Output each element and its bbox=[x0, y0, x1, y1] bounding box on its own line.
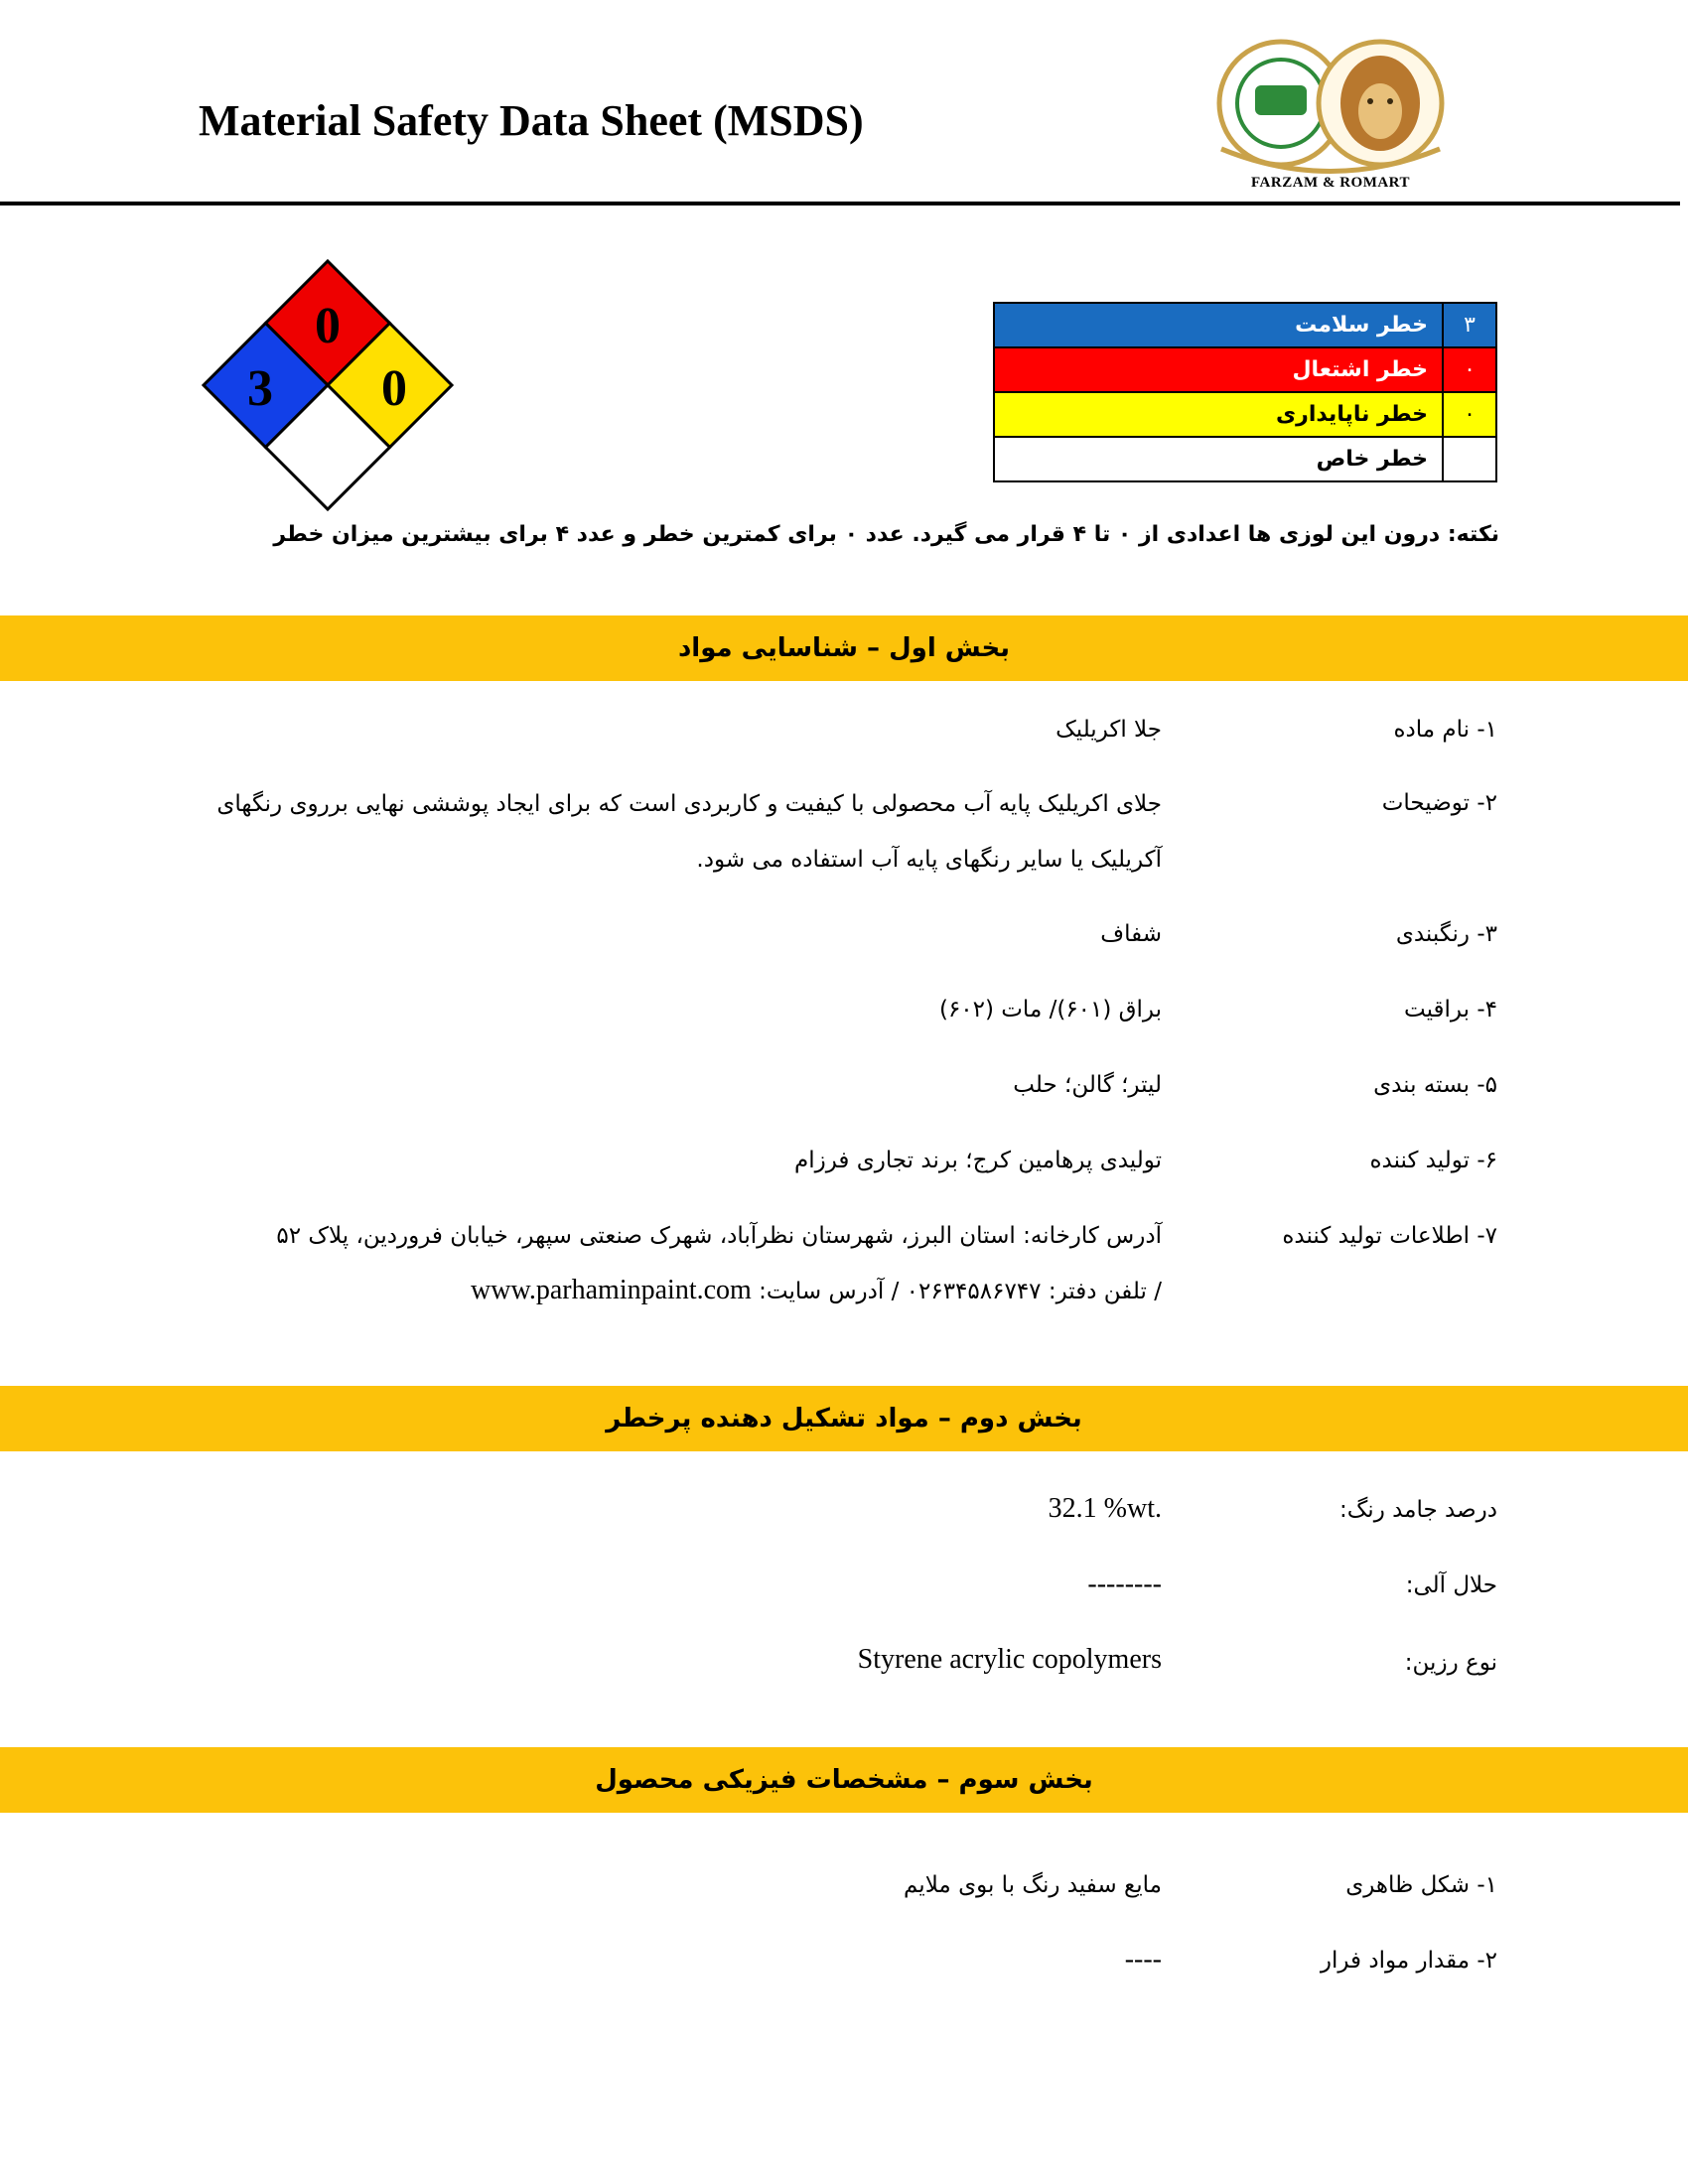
hazard-row-instability bbox=[994, 392, 1496, 437]
field-label: ۷- اطلاعات تولید کننده bbox=[1282, 1223, 1497, 1249]
field-value: مایع سفید رنگ با بوی ملایم bbox=[904, 1872, 1162, 1898]
nfpa-hazard-diamond bbox=[199, 256, 457, 514]
section-3-title: بخش سوم – مشخصات فیزیکی محصول bbox=[595, 1765, 1093, 1795]
field-value: جلا اکریلیک bbox=[1055, 717, 1162, 743]
field-label: ۲- توضیحات bbox=[1381, 790, 1497, 816]
field-value: -------- bbox=[1087, 1569, 1162, 1599]
field-label: درصد جامد رنگ: bbox=[1338, 1497, 1497, 1523]
hazard-value: ۰ bbox=[1443, 347, 1496, 392]
logo-caption: FARZAM & ROMART bbox=[1250, 175, 1410, 191]
field-label: ۳- رنگبندی bbox=[1395, 921, 1497, 947]
section-3-header bbox=[0, 1747, 1688, 1813]
field-label: حلال آلی: bbox=[1405, 1572, 1497, 1598]
field-value: 32.1 %wt. bbox=[1048, 1493, 1162, 1524]
field-label: ۴- براقیت bbox=[1404, 997, 1497, 1023]
header-divider bbox=[0, 202, 1680, 205]
hazard-value: ۳ bbox=[1443, 303, 1496, 347]
nfpa-health-value: 3 bbox=[247, 360, 273, 417]
field-value: براق (۶۰۱)/ مات (۶۰۲) bbox=[938, 997, 1162, 1023]
nfpa-flammability-value: 0 bbox=[315, 298, 341, 354]
company-logo bbox=[1201, 20, 1460, 199]
hazard-row-special bbox=[994, 437, 1496, 481]
field-value: ---- bbox=[1124, 1944, 1162, 1975]
document-title: Material Safety Data Sheet (MSDS) bbox=[199, 96, 864, 145]
hazard-value bbox=[1443, 437, 1496, 481]
field-label: ۱- شکل ظاهری bbox=[1345, 1872, 1497, 1898]
hazard-name: خطر اشتعال bbox=[994, 347, 1443, 392]
hazard-row-flammability bbox=[994, 347, 1496, 392]
hazard-name: خطر سلامت bbox=[994, 303, 1443, 347]
field-label: نوع رزین: bbox=[1404, 1650, 1497, 1676]
field-value: آدرس کارخانه: استان البرز، شهرستان نظرآباد، شهرک صنعتی سپهر، خیابان فروردین، پلاک ۵۲ bbox=[276, 1223, 1162, 1249]
section-1-title: بخش اول – شناسایی مواد bbox=[677, 633, 1011, 663]
field-value: تولیدی پرهامین کرج؛ برند تجاری فرزام bbox=[793, 1148, 1162, 1173]
hazard-note: نکته: درون این لوزی ها اعدادی از ۰ تا ۴ قرار می گیرد. عدد ۰ برای کمترین خطر و عدد ۴ برای بیشترین میزان خطر bbox=[273, 522, 1499, 547]
contact-line bbox=[471, 1275, 1162, 1306]
hazard-name: خطر خاص bbox=[994, 437, 1443, 481]
hazard-rating-table bbox=[993, 302, 1497, 482]
field-label: ۵- بسته بندی bbox=[1373, 1072, 1497, 1098]
section-2-header bbox=[0, 1386, 1688, 1451]
hazard-row-health bbox=[994, 303, 1496, 347]
field-label: ۱- نام ماده bbox=[1393, 717, 1497, 743]
field-label: ۶- تولید کننده bbox=[1369, 1148, 1497, 1173]
field-label: ۲- مقدار مواد فرار bbox=[1320, 1948, 1497, 1974]
contact-phone-label: / تلفن دفتر: ۰۲۶۳۴۵۸۶۷۴۷ / آدرس سایت: bbox=[759, 1279, 1162, 1304]
section-2-title: بخش دوم – مواد تشکیل دهنده پرخطر bbox=[606, 1404, 1082, 1433]
section-1-header bbox=[0, 615, 1688, 681]
field-value: جلای اکریلیک پایه آب محصولی با کیفیت و کاربردی است که برای ایجاد پوششی نهایی برروی رنگهای آکریلیک یا سایر رنگهای پایه آب استفاده می شود. bbox=[216, 791, 1162, 873]
field-value: Styrene acrylic copolymers bbox=[857, 1644, 1162, 1675]
field-value: لیتر؛ گالن؛ حلب bbox=[1013, 1072, 1162, 1098]
website-link[interactable]: www.parhaminpaint.com bbox=[471, 1275, 752, 1305]
hazard-name: خطر ناپایداری bbox=[994, 392, 1443, 437]
nfpa-instability-value: 0 bbox=[381, 360, 407, 417]
field-value: شفاف bbox=[1100, 921, 1162, 947]
hazard-value: ۰ bbox=[1443, 392, 1496, 437]
